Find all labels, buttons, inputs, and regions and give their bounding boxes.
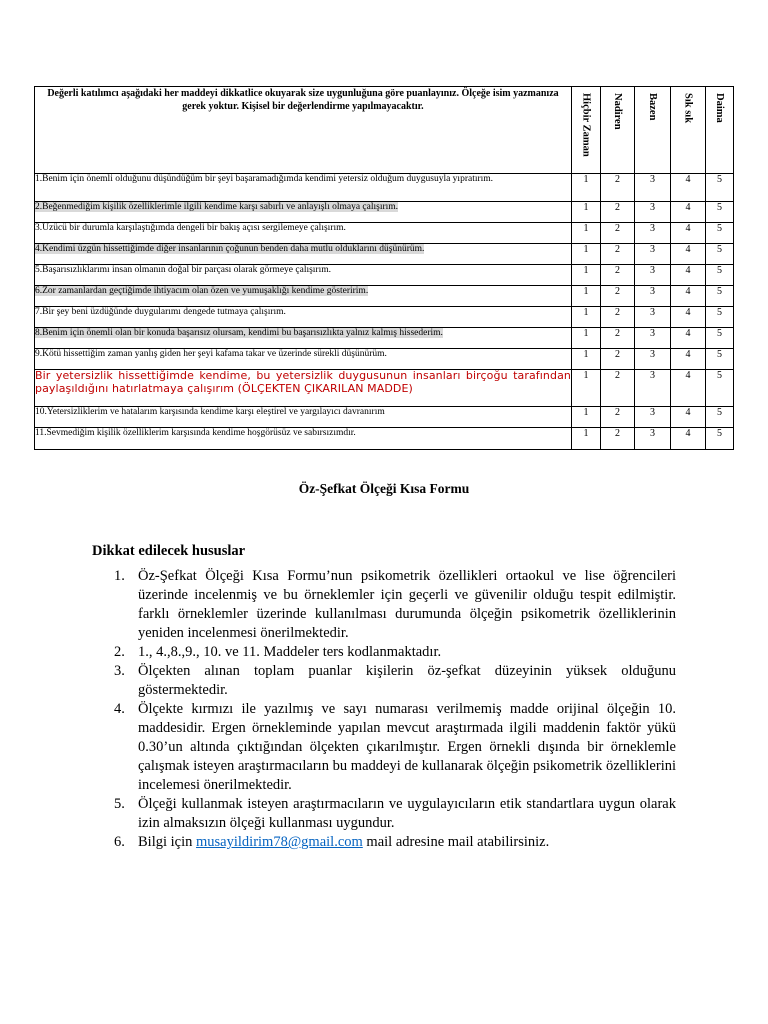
score-cell[interactable]: 2 — [601, 328, 635, 349]
notes-list — [100, 567, 676, 852]
item-row-11 — [35, 428, 734, 450]
item-row-7 — [35, 307, 734, 328]
score-cell[interactable]: 5 — [706, 174, 734, 202]
score-cell[interactable]: 5 — [706, 202, 734, 223]
score-cell[interactable]: 1 — [572, 223, 601, 244]
removed-item-row — [35, 370, 734, 407]
score-cell[interactable]: 2 — [601, 349, 635, 370]
item-row-5 — [35, 265, 734, 286]
score-cell[interactable]: 4 — [671, 223, 706, 244]
item-text: 3.Üzücü bir durumla karşılaştığımda dengeli bir bakış açısı sergilemeye çalışırım. — [35, 223, 572, 244]
item-text: 11.Sevmediğim kişilik özelliklerim karşısında kendime hoşgörüsüz ve sabırsızımdır. — [35, 428, 572, 450]
note-text: Öz-Şefkat Ölçeği Kısa Formu’nun psikometrik özellikleri ortaokul ve lise öğrencileri üzerinde incelenmiş ve bu örneklemler için geçerli ve güvenilir olduğu tespit edilmiştir. farklı örneklemler üzerinde kullanılması durumunda ölçeğin psikometrik özelliklerinin yeniden incelenmesi önerilmektedir. — [138, 568, 676, 641]
option-rarely-header: Nadiren — [601, 87, 635, 174]
score-cell[interactable]: 1 — [572, 202, 601, 223]
option-always-header: Daima — [706, 87, 734, 174]
score-cell[interactable]: 3 — [635, 328, 671, 349]
item-row-6 — [35, 286, 734, 307]
item-row-8 — [35, 328, 734, 349]
score-cell[interactable]: 2 — [601, 307, 635, 328]
note-item — [100, 700, 676, 795]
score-cell[interactable]: 3 — [635, 307, 671, 328]
note-text-before: Bilgi için — [138, 834, 196, 850]
score-cell[interactable]: 1 — [572, 407, 601, 428]
score-cell[interactable]: 2 — [601, 265, 635, 286]
option-never-header: Hiçbir Zaman — [572, 87, 601, 174]
note-text-after: mail adresine mail atabilirsiniz. — [362, 834, 550, 850]
item-text: 5.Başarısızlıklarımı insan olmanın doğal bir parçası olarak görmeye çalışırım. — [35, 265, 572, 286]
score-cell[interactable]: 2 — [601, 286, 635, 307]
note-item — [100, 662, 676, 700]
item-row-4 — [35, 244, 734, 265]
score-cell[interactable]: 2 — [601, 370, 635, 407]
item-text: 2.Beğenmediğim kişilik özelliklerimle ilgili kendime karşı sabırlı ve anlayışlı olmaya çalışırım. — [35, 202, 572, 223]
item-row-2 — [35, 202, 734, 223]
item-row-9 — [35, 349, 734, 370]
item-text: 1.Benim için önemli olduğunu düşündüğüm bir şeyi başaramadığımda kendimi yetersiz olduğum duygusuyla yıpratırım. — [35, 174, 572, 202]
item-text: 8.Benim için önemli olan bir konuda başarısız olursam, kendimi bu başarısızlıkta yalnız kalmış hissederim. — [35, 328, 572, 349]
score-cell[interactable]: 4 — [671, 265, 706, 286]
score-cell[interactable]: 1 — [572, 174, 601, 202]
score-cell[interactable]: 4 — [671, 174, 706, 202]
score-cell[interactable]: 3 — [635, 370, 671, 407]
score-cell[interactable]: 3 — [635, 174, 671, 202]
score-cell[interactable]: 4 — [671, 244, 706, 265]
score-cell[interactable]: 2 — [601, 244, 635, 265]
score-cell[interactable]: 1 — [572, 265, 601, 286]
score-cell[interactable]: 1 — [572, 286, 601, 307]
score-cell[interactable]: 2 — [601, 223, 635, 244]
score-cell[interactable]: 5 — [706, 223, 734, 244]
score-cell[interactable]: 3 — [635, 265, 671, 286]
email-link[interactable]: musayildirim78@gmail.com — [196, 834, 363, 850]
removed-item-text: Bir yetersizlik hissettiğimde kendime, bu yetersizlik duygusunun insanları birçoğu tarafından paylaşıldığını hatırlatmaya çalışırım (ÖLÇEKTEN ÇIKARILAN MADDE) — [35, 370, 572, 407]
table-caption: Öz-Şefkat Ölçeği Kısa Formu — [298, 481, 470, 496]
note-item — [100, 567, 676, 643]
score-cell[interactable]: 5 — [706, 286, 734, 307]
item-text: 4.Kendimi üzgün hissettiğimde diğer insanlarının çoğunun benden daha mutlu olduklarını düşünürüm. — [35, 244, 572, 265]
score-cell[interactable]: 2 — [601, 202, 635, 223]
score-cell[interactable]: 5 — [706, 244, 734, 265]
note-number: 2. — [114, 644, 125, 660]
item-text: 7.Bir şey beni üzdüğünde duygularımı dengede tutmaya çalışırım. — [35, 307, 572, 328]
score-cell[interactable]: 5 — [706, 349, 734, 370]
note-text: Ölçekte kırmızı ile yazılmış ve sayı numarası verilmemiş madde orijinal ölçeğin 10. maddesidir. Ergen örnekleminde yapılan mevcut araştırmada ilgili maddenin faktör yükü 0.30’un altında çıktığından ölçekten çıkarılmıştır. Ergen örnekli dışında bir örneklemle çalışmak isteyen araştırmacıların bu maddeyi de kullanarak ölçeğin psikometrik özelliklerini incelemesi önerilmektedir. — [138, 701, 676, 793]
item-row-1 — [35, 174, 734, 202]
instructions-cell: Değerli katılımcı aşağıdaki her maddeyi dikkatlice okuyarak size uygunluğuna göre puanlayınız. Ölçeğe isim yazmanıza gerek yoktur. Kişisel bir değerlendirme yapılmayacaktır. — [35, 87, 572, 174]
self-compassion-scale-table — [34, 86, 734, 450]
score-cell[interactable]: 4 — [671, 349, 706, 370]
score-cell[interactable]: 3 — [635, 223, 671, 244]
note-number: 5. — [114, 796, 125, 812]
score-cell[interactable]: 1 — [572, 349, 601, 370]
item-text: 6.Zor zamanlardan geçtiğimde ihtiyacım olan özen ve yumuşaklığı kendime gösteririm. — [35, 286, 572, 307]
score-cell[interactable]: 1 — [572, 328, 601, 349]
note-number: 4. — [114, 701, 125, 717]
score-cell[interactable]: 1 — [572, 307, 601, 328]
item-row-10 — [35, 407, 734, 428]
note-number: 3. — [114, 663, 125, 679]
score-cell[interactable]: 3 — [635, 349, 671, 370]
score-cell[interactable]: 1 — [572, 244, 601, 265]
score-cell[interactable]: 5 — [706, 328, 734, 349]
score-cell[interactable]: 2 — [601, 407, 635, 428]
score-cell[interactable]: 4 — [671, 328, 706, 349]
item-row-3 — [35, 223, 734, 244]
score-cell[interactable]: 3 — [635, 428, 671, 450]
score-cell[interactable]: 4 — [671, 370, 706, 407]
score-cell[interactable]: 3 — [635, 286, 671, 307]
note-item — [100, 643, 676, 662]
note-text: Ölçeği kullanmak isteyen araştırmacıların ve uygulayıcıların etik standartlara uygun olarak izin almaksızın ölçeği kullanması uygundur. — [138, 796, 676, 831]
note-item — [100, 795, 676, 833]
score-cell[interactable]: 4 — [671, 307, 706, 328]
option-often-header: Sık sık — [671, 87, 706, 174]
note-text: Ölçekten alınan toplam puanlar kişilerin öz-şefkat düzeyinin yüksek olduğunu göstermektedir. — [138, 663, 676, 698]
score-cell[interactable]: 4 — [671, 428, 706, 450]
note-number: 1. — [114, 568, 125, 584]
score-cell[interactable]: 1 — [572, 370, 601, 407]
score-cell[interactable]: 5 — [706, 307, 734, 328]
score-cell[interactable]: 4 — [671, 202, 706, 223]
note-item-contact — [100, 833, 676, 852]
score-cell[interactable]: 4 — [671, 286, 706, 307]
score-cell[interactable]: 2 — [601, 174, 635, 202]
notes-heading: Dikkat edilecek hususlar — [92, 543, 246, 559]
note-text: 1., 4.,8.,9., 10. ve 11. Maddeler ters kodlanmaktadır. — [138, 644, 442, 660]
score-cell[interactable]: 4 — [671, 407, 706, 428]
score-cell[interactable]: 3 — [635, 407, 671, 428]
item-text: 10.Yetersizliklerim ve hatalarım karşısında kendime karşı eleştirel ve yargılayıcı davranırım — [35, 407, 572, 428]
score-cell[interactable]: 2 — [601, 428, 635, 450]
item-text: 9.Kötü hissettiğim zaman yanlış giden her şeyi kafama takar ve üzerinde sürekli düşünürüm. — [35, 349, 572, 370]
score-cell[interactable]: 5 — [706, 407, 734, 428]
option-sometimes-header: Bazen — [635, 87, 671, 174]
note-number: 6. — [114, 834, 125, 850]
score-cell[interactable]: 1 — [572, 428, 601, 450]
score-cell[interactable]: 5 — [706, 370, 734, 407]
score-cell[interactable]: 3 — [635, 202, 671, 223]
score-cell[interactable]: 3 — [635, 244, 671, 265]
score-cell[interactable]: 5 — [706, 428, 734, 450]
score-cell[interactable]: 5 — [706, 265, 734, 286]
